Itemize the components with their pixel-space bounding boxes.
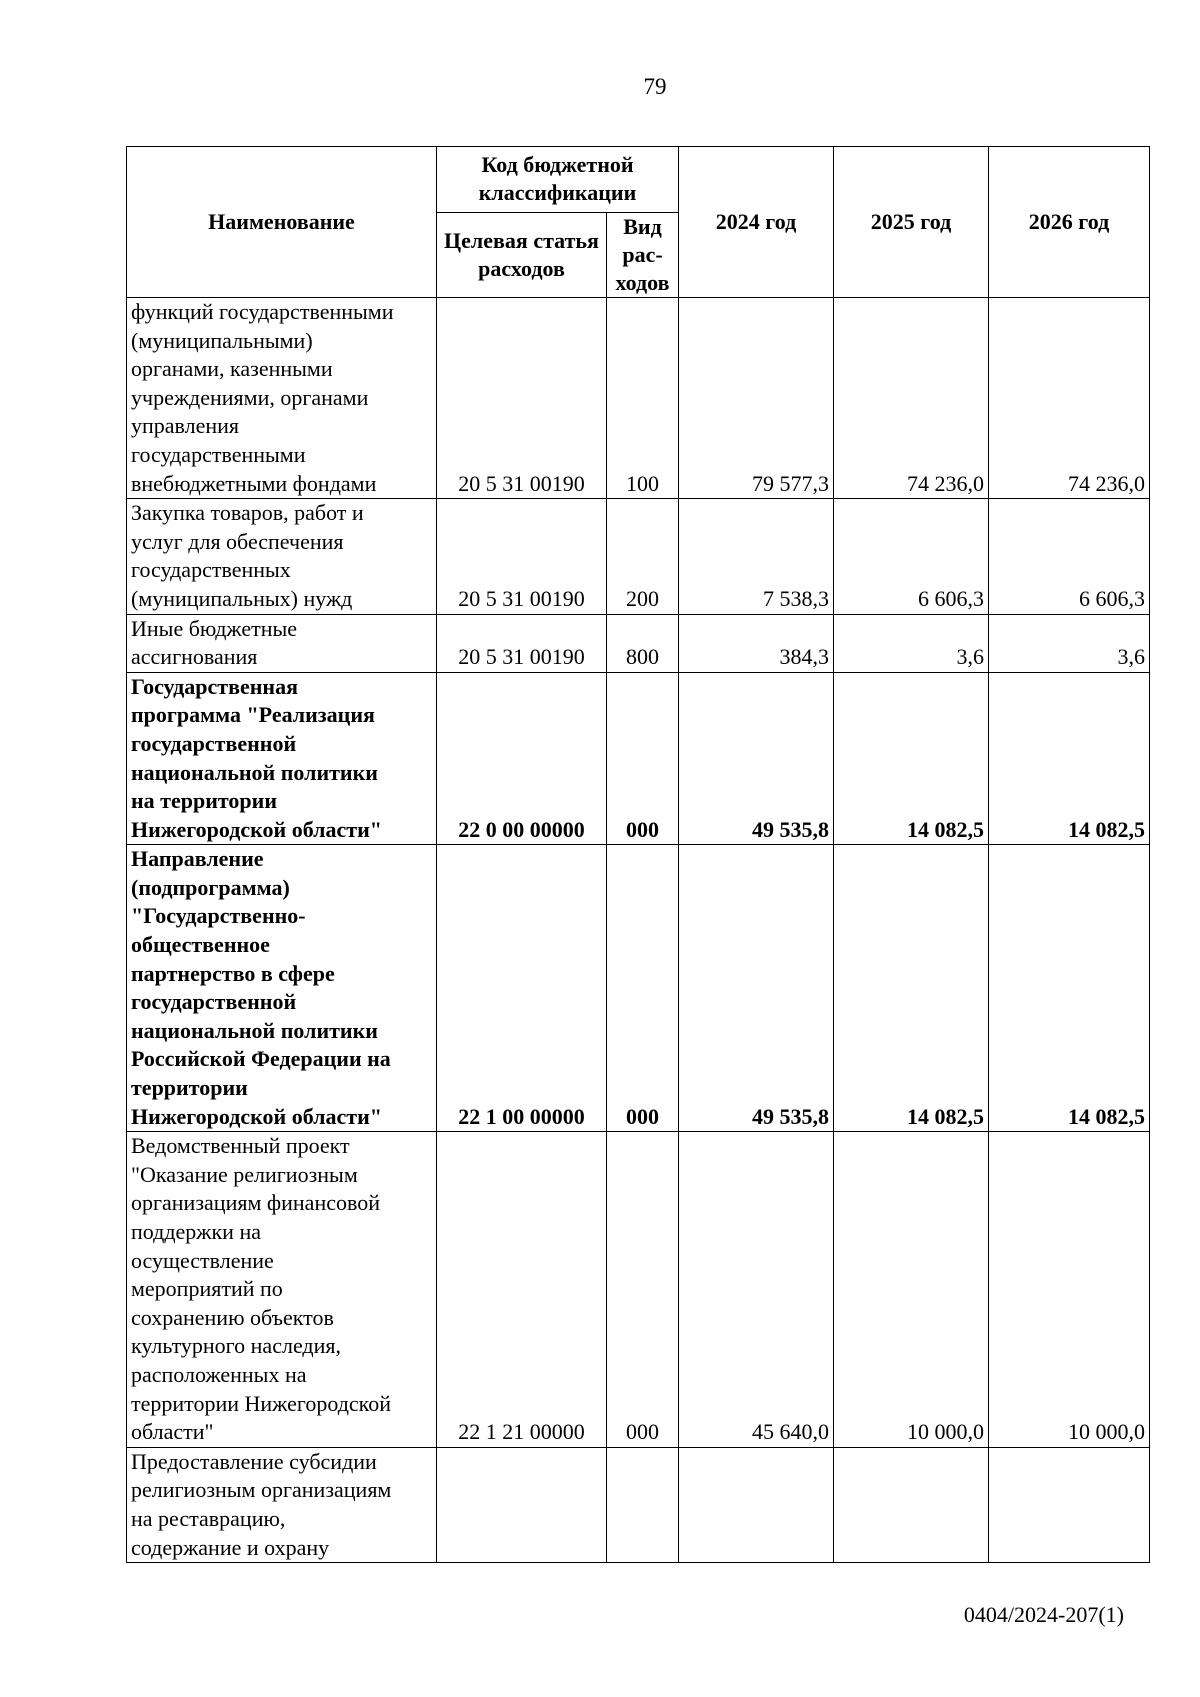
row-name-line: внебюджетными фондами bbox=[131, 470, 377, 496]
row-target-code: 22 1 00 00000 bbox=[437, 845, 607, 1132]
row-value-2024: 384,3 bbox=[679, 614, 834, 672]
header-name: Наименование bbox=[127, 147, 437, 298]
table-row bbox=[127, 499, 1150, 614]
row-value-2026: 3,6 bbox=[989, 614, 1150, 672]
row-name-line: Закупка товаров, работ и bbox=[131, 500, 364, 526]
row-value-2024 bbox=[679, 1447, 834, 1562]
row-name-line: национальной политики bbox=[131, 1017, 378, 1043]
row-target-code: 22 1 21 00000 bbox=[437, 1132, 607, 1448]
row-name-line: на территории bbox=[131, 788, 277, 814]
row-name-line: (муниципальными) bbox=[131, 327, 313, 353]
row-name-line: Иные бюджетные bbox=[131, 615, 298, 641]
row-expense-kind: 800 bbox=[607, 614, 679, 672]
row-name-line: территории Нижегородской bbox=[131, 1390, 392, 1416]
header-code-group: Код бюджетной классификации bbox=[437, 147, 679, 213]
row-name-line: национальной политики bbox=[131, 759, 378, 785]
row-value-2024: 79 577,3 bbox=[679, 298, 834, 499]
row-value-2026: 74 236,0 bbox=[989, 298, 1150, 499]
header-2024: 2024 год bbox=[679, 147, 834, 298]
table-row bbox=[127, 298, 1150, 499]
header-2026: 2026 год bbox=[989, 147, 1150, 298]
row-value-2026: 14 082,5 bbox=[989, 672, 1150, 845]
row-name-line: ассигнования bbox=[131, 644, 258, 670]
row-value-2025: 3,6 bbox=[834, 614, 989, 672]
row-value-2025: 6 606,3 bbox=[834, 499, 989, 614]
table-row bbox=[127, 1132, 1150, 1448]
row-expense-kind: 100 bbox=[607, 298, 679, 499]
row-name bbox=[127, 614, 437, 672]
row-value-2025 bbox=[834, 1447, 989, 1562]
header-2025: 2025 год bbox=[834, 147, 989, 298]
budget-table bbox=[126, 146, 1150, 1563]
row-name bbox=[127, 298, 437, 499]
row-target-code: 20 5 31 00190 bbox=[437, 298, 607, 499]
row-name-line: территории bbox=[131, 1075, 248, 1101]
row-name-line: осуществление bbox=[131, 1247, 274, 1273]
row-name-line: общественное bbox=[131, 932, 270, 958]
row-target-code: 20 5 31 00190 bbox=[437, 614, 607, 672]
row-name bbox=[127, 499, 437, 614]
row-name-line: функций государственными bbox=[131, 299, 394, 324]
row-value-2025: 14 082,5 bbox=[834, 672, 989, 845]
row-name-line: услуг для обеспечения bbox=[131, 528, 344, 554]
row-name-line: государственной bbox=[131, 730, 297, 756]
row-name bbox=[127, 1447, 437, 1562]
row-name-line: расположенных на bbox=[131, 1361, 307, 1387]
header-expense-kind-line: ходов bbox=[615, 270, 670, 295]
row-name-line: органами, казенными bbox=[131, 356, 333, 382]
row-name-line: государственными bbox=[131, 441, 306, 467]
row-value-2026: 14 082,5 bbox=[989, 845, 1150, 1132]
table-row bbox=[127, 614, 1150, 672]
row-name-line: Направление bbox=[131, 846, 264, 872]
row-name-line: (подпрограмма) bbox=[131, 874, 290, 900]
row-value-2024: 49 535,8 bbox=[679, 672, 834, 845]
row-name-line: культурного наследия, bbox=[131, 1333, 341, 1359]
row-name-line: "Государственно- bbox=[131, 903, 306, 929]
page-number: 79 bbox=[643, 74, 667, 99]
row-expense-kind: 200 bbox=[607, 499, 679, 614]
table-row bbox=[127, 672, 1150, 845]
row-name-line: Ведомственный проект bbox=[131, 1133, 350, 1159]
row-expense-kind bbox=[607, 1447, 679, 1562]
row-name-line: области" bbox=[131, 1419, 214, 1445]
row-name-line: Предоставление субсидии bbox=[131, 1448, 377, 1474]
row-value-2025: 14 082,5 bbox=[834, 845, 989, 1132]
row-name-line: мероприятий по bbox=[131, 1276, 283, 1302]
row-name-line: партнерство в сфере bbox=[131, 960, 335, 986]
row-name-line: Нижегородской области" bbox=[131, 816, 382, 842]
row-name-line: государственной bbox=[131, 989, 297, 1015]
document-number: 0404/2024-207(1) bbox=[963, 1602, 1124, 1627]
row-value-2025: 10 000,0 bbox=[834, 1132, 989, 1448]
row-value-2025: 74 236,0 bbox=[834, 298, 989, 499]
row-name-line: Российской Федерации на bbox=[131, 1046, 391, 1072]
row-name-line: Нижегородской области" bbox=[131, 1103, 382, 1129]
header-expense-kind-line: Вид bbox=[623, 214, 662, 239]
row-name bbox=[127, 1132, 437, 1448]
header-expense-kind bbox=[607, 213, 679, 298]
row-target-code: 20 5 31 00190 bbox=[437, 499, 607, 614]
row-name-line: сохранению объектов bbox=[131, 1304, 334, 1330]
row-value-2024: 45 640,0 bbox=[679, 1132, 834, 1448]
row-expense-kind: 000 bbox=[607, 672, 679, 845]
row-target-code: 22 0 00 00000 bbox=[437, 672, 607, 845]
row-expense-kind: 000 bbox=[607, 845, 679, 1132]
row-name-line: государственных bbox=[131, 557, 291, 583]
row-name-line: содержание и охрану bbox=[131, 1534, 330, 1560]
row-name bbox=[127, 845, 437, 1132]
row-name-line: (муниципальных) нужд bbox=[131, 585, 353, 611]
row-target-code bbox=[437, 1447, 607, 1562]
header-target-article: Целевая статья расходов bbox=[437, 213, 607, 298]
row-name-line: Государственная bbox=[131, 673, 298, 699]
row-name-line: организациям финансовой bbox=[131, 1190, 380, 1216]
row-name-line: учреждениями, органами bbox=[131, 384, 369, 410]
table-row bbox=[127, 1447, 1150, 1562]
row-value-2026 bbox=[989, 1447, 1150, 1562]
header-expense-kind-line: рас- bbox=[622, 242, 663, 267]
row-expense-kind: 000 bbox=[607, 1132, 679, 1448]
row-name-line: поддержки на bbox=[131, 1219, 261, 1244]
row-name-line: управления bbox=[131, 413, 240, 439]
row-name bbox=[127, 672, 437, 845]
row-value-2026: 10 000,0 bbox=[989, 1132, 1150, 1448]
row-value-2024: 49 535,8 bbox=[679, 845, 834, 1132]
row-value-2026: 6 606,3 bbox=[989, 499, 1150, 614]
row-value-2024: 7 538,3 bbox=[679, 499, 834, 614]
row-name-line: религиозным организациям bbox=[131, 1477, 392, 1503]
row-name-line: программа "Реализация bbox=[131, 702, 375, 728]
row-name-line: на реставрацию, bbox=[131, 1505, 286, 1531]
row-name-line: "Оказание религиозным bbox=[131, 1161, 358, 1187]
table-row bbox=[127, 845, 1150, 1132]
